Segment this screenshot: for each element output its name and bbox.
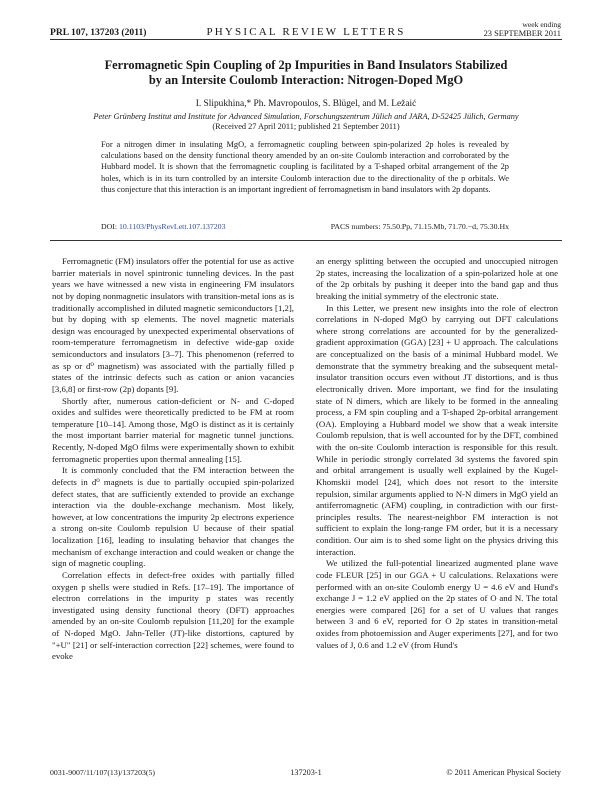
- copyright: © 2011 American Physical Society: [446, 768, 561, 777]
- body-column-right: [316, 256, 558, 651]
- author-list: I. Slipukhina,* Ph. Mavropoulos, S. Blügel, and M. Ležaić: [195, 99, 417, 109]
- pacs-numbers: PACS numbers: 75.50.Pp, 71.15.Mb, 71.70.−d, 75.30.Hx: [330, 222, 509, 231]
- received-dates: (Received 27 April 2011; published 21 September 2011): [212, 122, 400, 131]
- paragraph: In this Letter, we present new insights into the role of electron correlations in N-doped MgO by carrying out DFT calculations where strong correlations are accounted for by the generalized-gradient approximation (GGA) [23] + U approach. The calculations are conceptualized on the basis of a minimal Hubbard model. We demonstrate that the symmetry breaking and the subsequent metal-insulator transition occurs even without JT distortions, and is thus electronically driven. More important, we find for the insulating state of N dimers, which are likely to be formed in the annealing process, a FM spin coupling and a T-shaped 2p-orbital arrangement (OA). Employing a Hubbard model we show that a weak intersite Coulomb repulsion, that is well accounted for by the DFT, combined with the on-site Coulomb interaction is responsible for this result. While in periodic strongly correlated 3d systems the favored spin and orbital arrangement is usually well explained by the Kugel-Khomskii model [24], which does not resort to the intersite repulsion, similar arguments applied to N-N dimers in MgO yield an antiferromagnetic (AFM) coupling, in contradiction with our first-principles results. The nearest-neighbor FM interaction is not sufficient to explain the long-range FM order, but it is a necessary condition. Our aim is to shed some light on the physics driving this interaction.: [316, 302, 558, 557]
- issue-date: [484, 20, 561, 38]
- paragraph: an energy splitting between the occupied and unoccupied nitrogen 2p states, increasing the localization of a spin-polarized hole at one of the 2p orbitals by pushing it deeper into the band gap and thus breaking the initial symmetry of the electronic state.: [316, 256, 558, 301]
- doi-line: [101, 222, 225, 231]
- page-number: 137203-1: [290, 768, 322, 777]
- affiliation-block: [40, 112, 572, 132]
- title-line-2: by an Intersite Coulomb Interaction: Nitrogen-Doped MgO: [148, 72, 464, 87]
- abstract-rule: [50, 240, 562, 241]
- issn-code: 0031-9007/11/107(13)/137203(5): [50, 768, 155, 777]
- body-column-left: [52, 256, 294, 663]
- week-label: week ending: [522, 20, 561, 29]
- doi-label: DOI:: [101, 222, 118, 231]
- paragraph: Ferromagnetic (FM) insulators offer the potential for use as active barrier materials in novel spintronic tunneling devices. In the past years we have witnessed a new vista in engineering FM insulators not by doping nonmagnetic insulators with transition-metal ions as is traditionally accomplished in diluted magnetic semiconductors [1,2], but by doping with sp elements. The novel magnetic materials design was encouraged by unexpected experimental observations of room-temperature ferromagnetism in defective wide-gap oxide semiconductors and insulators [3–7]. This phenomenon (referred to as sp or d⁰ magnetism) was associated with the partially filled p states of the intrinsic defects such as cation or anion vacancies [3,6,8] or first-row (2p) dopants [9].: [52, 256, 294, 394]
- affiliation: Peter Grünberg Institut and Institute for Advanced Simulation, Forschungszentrum Jülich and JARA, D-52425 Jülich, Germany: [93, 112, 519, 121]
- abstract: For a nitrogen dimer in insulating MgO, a ferromagnetic coupling between spin-polarized 2p holes is revealed by calculations based on the density functional theory amended by an on-site Coulomb interaction and corroborated by the Hubbard model. It is shown that the ferromagnetic coupling is facilitated by a T-shaped orbital arrangement of the 2p holes, which is in its turn controlled by an intersite Coulomb interaction due to the directionality of the p orbitals. We thus conjecture that this interaction is an important ingredient of ferromagnetism in band insulators with 2p dopants.: [101, 140, 509, 194]
- journal-name: PHYSICAL REVIEW LETTERS: [206, 26, 406, 38]
- header-rule: [50, 39, 562, 40]
- title-line-1: Ferromagnetic Spin Coupling of 2p Impurities in Band Insulators Stabilized: [104, 58, 508, 72]
- journal-reference: PRL 107, 137203 (2011): [50, 27, 147, 38]
- article-title: [70, 58, 542, 87]
- paragraph: Correlation effects in defect-free oxides with partially filled oxygen p shells were studied in Refs. [17–19]. The importance of electron correlations in the impurity p states was recently investigated using density functional theory (DFT) approaches amended by an on-site Coulomb repulsion [11,20] for the example of N-doped MgO. Jahn-Teller (JT)-like distortions, captured by "+U" [21] or self-interaction correction [22] schemes, were found to evoke: [52, 569, 294, 662]
- paragraph: We utilized the full-potential linearized augmented plane wave code FLEUR [25] in our GGA + U calculations. Relaxations were performed with an on-site Coulomb energy U = 4.6 eV and Hund's exchange J = 1.2 eV applied on the 2p states of O and N. The total energies were compared [26] for a set of U values that ranges between 3 and 6 eV, reported for O 2p states in transition-metal oxides from photoemission and Auger experiments [27], and for two values of J, 0.6 and 1.2 eV (from Hund's: [316, 558, 558, 650]
- doi-link[interactable]: 10.1103/PhysRevLett.107.137203: [118, 222, 226, 231]
- paragraph: Shortly after, numerous cation-deficient or N- and C-doped oxides and sulfides were theoretically predicted to be FM at room temperature [10–14]. Among those, MgO is distinct as it is certainly the most important barrier material for magnetic tunnel junctions. Recently, N-doped MgO films were experimentally shown to exhibit ferromagnetic properties upon thermal annealing [15].: [52, 395, 294, 464]
- week-date: 23 SEPTEMBER 2011: [483, 29, 561, 38]
- paragraph: It is commonly concluded that the FM interaction between the defects in d⁰ magnets is due to partially occupied spin-polarized defect states, that are sufficiently extended to provide an exchange interaction via the double-exchange mechanism. Most likely, however, at low concentrations the impurity 2p electrons experience a strong on-site Coulomb repulsion U because of their spatial localization [16], leading to insulating behavior that changes the mechanism of exchange interaction and could weaken or change the sign of magnetic coupling.: [52, 465, 294, 569]
